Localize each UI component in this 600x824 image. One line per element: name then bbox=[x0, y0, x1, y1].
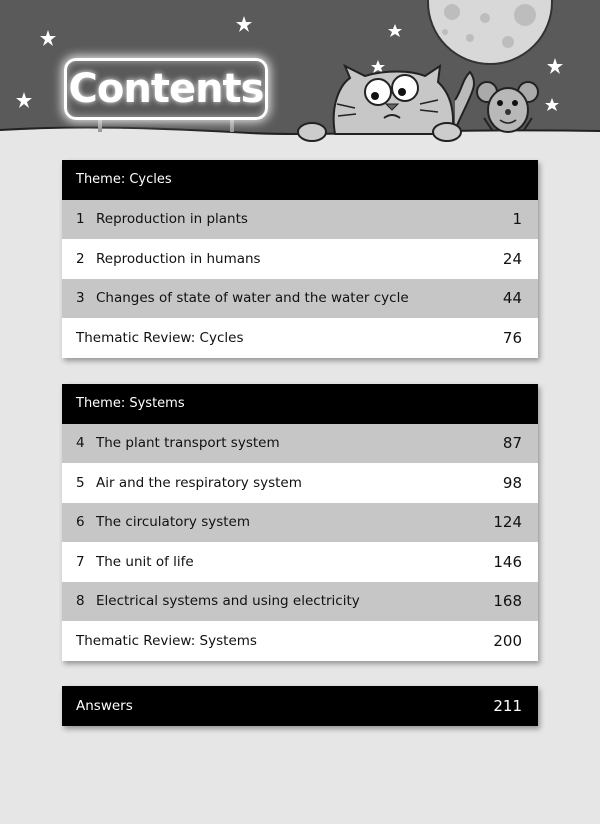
chapter-title: The plant transport system bbox=[96, 435, 280, 452]
page-number: 98 bbox=[502, 473, 522, 492]
toc-entry[interactable] bbox=[62, 463, 538, 503]
theme-heading bbox=[62, 384, 538, 424]
chapter-number: 5 bbox=[76, 474, 85, 491]
page-number: 211 bbox=[493, 697, 522, 715]
header-banner bbox=[0, 0, 600, 160]
chapter-number: 7 bbox=[76, 553, 85, 570]
page-number: 24 bbox=[502, 249, 522, 268]
chapter-title: Air and the respiratory system bbox=[96, 474, 302, 491]
theme-heading bbox=[62, 160, 538, 200]
toc-entry[interactable] bbox=[62, 582, 538, 622]
page-number: 124 bbox=[493, 513, 522, 532]
toc-review-entry[interactable] bbox=[62, 318, 538, 358]
toc-entry[interactable] bbox=[62, 239, 538, 279]
contents-title-frame bbox=[64, 58, 268, 120]
page-number: 168 bbox=[493, 592, 522, 611]
chapter-title: The circulatory system bbox=[96, 514, 251, 531]
chapter-title: Reproduction in plants bbox=[96, 211, 248, 228]
chapter-number: 1 bbox=[76, 211, 85, 228]
chapter-title: Electrical systems and using electricity bbox=[96, 593, 360, 610]
toc-entry[interactable] bbox=[62, 542, 538, 582]
page-number: 87 bbox=[502, 434, 522, 453]
chapter-number: 6 bbox=[76, 514, 85, 531]
toc-review-entry[interactable] bbox=[62, 621, 538, 661]
page-number: 76 bbox=[502, 328, 522, 347]
page-number: 1 bbox=[512, 210, 522, 229]
chapter-title: The unit of life bbox=[96, 553, 194, 570]
toc-entry[interactable] bbox=[62, 424, 538, 464]
toc-entry[interactable] bbox=[62, 279, 538, 319]
review-title: Thematic Review: Cycles bbox=[76, 329, 244, 346]
page-number: 200 bbox=[493, 631, 522, 650]
page-title: Contents bbox=[68, 66, 264, 112]
toc-entry[interactable] bbox=[62, 200, 538, 240]
theme-cycles-section bbox=[62, 160, 538, 358]
chapter-number: 8 bbox=[76, 593, 85, 610]
theme-heading-label: Theme: Systems bbox=[76, 396, 185, 412]
chapter-number: 2 bbox=[76, 250, 85, 267]
page-number: 146 bbox=[493, 552, 522, 571]
chapter-title: Changes of state of water and the water cycle bbox=[96, 290, 409, 307]
theme-systems-section bbox=[62, 384, 538, 661]
theme-heading-label: Theme: Cycles bbox=[76, 172, 172, 188]
answers-label: Answers bbox=[76, 698, 133, 714]
answers-entry[interactable] bbox=[62, 686, 538, 726]
chapter-number: 3 bbox=[76, 290, 85, 307]
toc-entry[interactable] bbox=[62, 503, 538, 543]
review-title: Thematic Review: Systems bbox=[76, 632, 257, 649]
chapter-title: Reproduction in humans bbox=[96, 250, 261, 267]
page-number: 44 bbox=[502, 289, 522, 308]
chapter-number: 4 bbox=[76, 435, 85, 452]
